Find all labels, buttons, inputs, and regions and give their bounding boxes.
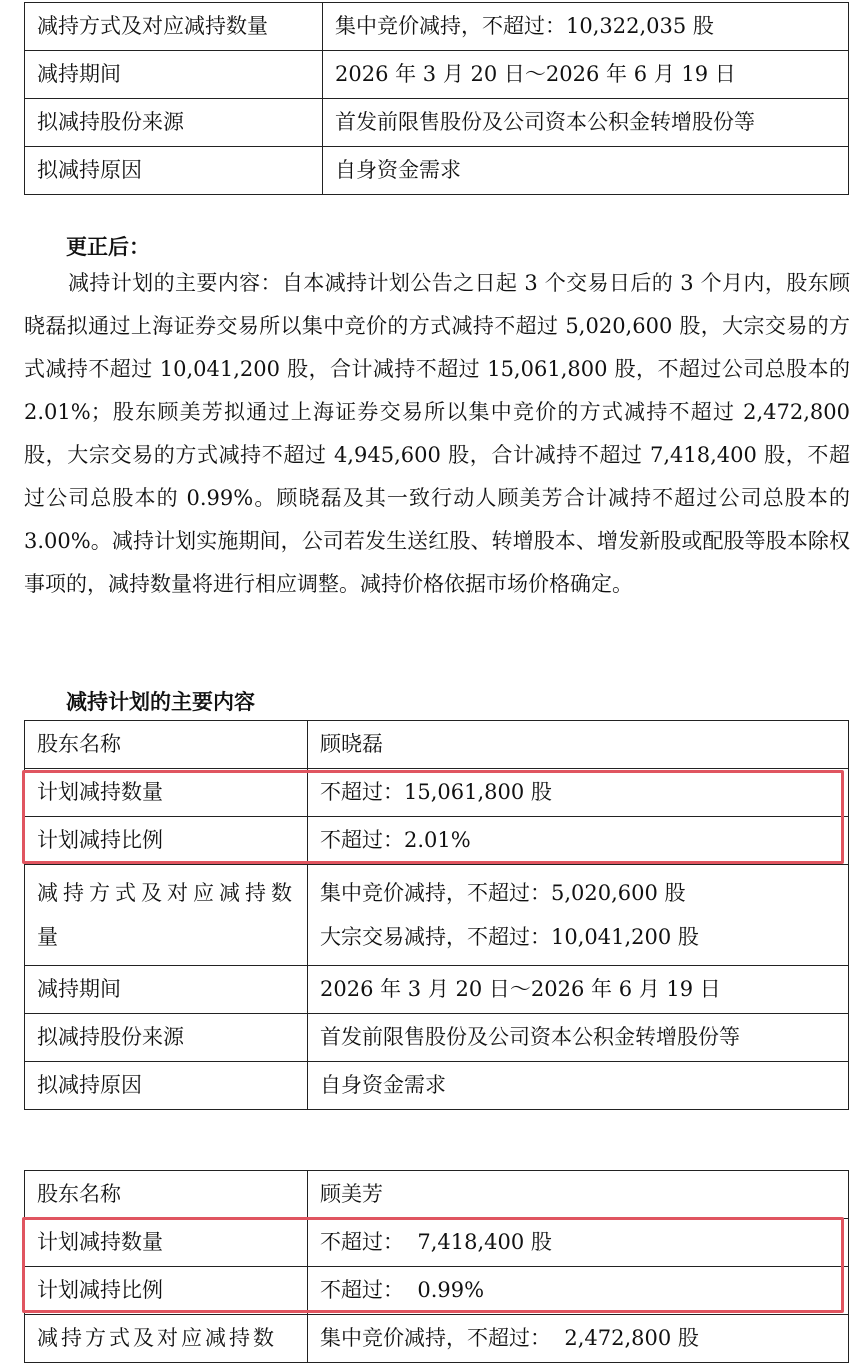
quantity-label: 计划减持数量 [25,769,308,817]
table-row [25,147,849,195]
source-value: 首发前限售股份及公司资本公积金转增股份等 [308,1014,849,1062]
body-paragraph: 减持计划的主要内容：自本减持计划公告之日起 3 个交易日后的 3 个月内，股东顾晓磊拟通过上海证券交易所以集中竞价的方式减持不超过 5,020,600 股，大宗交易的方式减持不超过 10,041,200 股，合计减持不超过 15,061,800 股，不超过公司总股本的 2.01%；股东顾美芳拟通过上海证券交易所以集中竞价的方式减持不超过 2,472,800 股，大宗交易的方式减持不超过 4,945,600 股，合计减持不超过 7,418,400 股，不超过公司总股本的 0.99%。顾晓磊及其一致行动人顾美芳合计减持不超过公司总股本的 3.00%。减持计划实施期间，公司若发生送红股、转增股本、增发新股或配股等股本除权事项的，减持数量将进行相应调整。减持价格依据市场价格确定。 [24,271,850,596]
row-value: 2026 年 3 月 20 日～2026 年 6 月 19 日 [323,51,849,99]
table-row [25,1315,849,1363]
shareholder-name: 顾美芳 [308,1171,849,1219]
table-original-plan [24,2,849,195]
table-row [25,1062,849,1110]
row-value: 集中竞价减持，不超过：10,322,035 股 [323,3,849,51]
table-row [25,1014,849,1062]
table-row [25,865,849,966]
table-row [25,721,849,769]
table-row [25,3,849,51]
table-row [25,817,849,865]
correction-heading: 更正后： [66,235,150,259]
reason-value: 自身资金需求 [308,1062,849,1110]
table-row [25,966,849,1014]
row-value: 首发前限售股份及公司资本公积金转增股份等 [323,99,849,147]
shareholder-label: 股东名称 [25,1171,308,1219]
quantity-label: 计划减持数量 [25,1219,308,1267]
table-gu-meifang [24,1170,849,1363]
method-line-block-trade: 大宗交易减持，不超过：10,041,200 股 [320,925,699,949]
ratio-value: 不超过：2.01% [308,817,849,865]
table-row [25,1219,849,1267]
period-label: 减持期间 [25,966,308,1014]
table-row [25,1171,849,1219]
source-label: 拟减持股份来源 [25,1014,308,1062]
ratio-value: 不超过： 0.99% [308,1267,849,1315]
table-gu-xiaolei [24,720,849,1110]
row-value: 自身资金需求 [323,147,849,195]
row-label: 减持方式及对应减持数量 [25,3,323,51]
shareholder-name: 顾晓磊 [308,721,849,769]
method-label: 减持方式及对应减持数量 [25,865,308,966]
ratio-label: 计划减持比例 [25,817,308,865]
row-label: 减持期间 [25,51,323,99]
row-label: 拟减持股份来源 [25,99,323,147]
table-row [25,769,849,817]
table-row [25,1267,849,1315]
period-value: 2026 年 3 月 20 日～2026 年 6 月 19 日 [308,966,849,1014]
ratio-label: 计划减持比例 [25,1267,308,1315]
row-label: 拟减持原因 [25,147,323,195]
table-row [25,99,849,147]
method-line-auction: 集中竞价减持，不超过：5,020,600 股 [320,881,686,905]
quantity-value: 不超过：15,061,800 股 [308,769,849,817]
method-value: 集中竞价减持，不超过： 2,472,800 股 [308,1315,849,1363]
reason-label: 拟减持原因 [25,1062,308,1110]
shareholder-label: 股东名称 [25,721,308,769]
quantity-value: 不超过： 7,418,400 股 [308,1219,849,1267]
table-row [25,51,849,99]
method-label: 减持方式及对应减持数 [25,1315,308,1363]
method-values [308,865,849,966]
plan-heading: 减持计划的主要内容 [66,690,255,714]
